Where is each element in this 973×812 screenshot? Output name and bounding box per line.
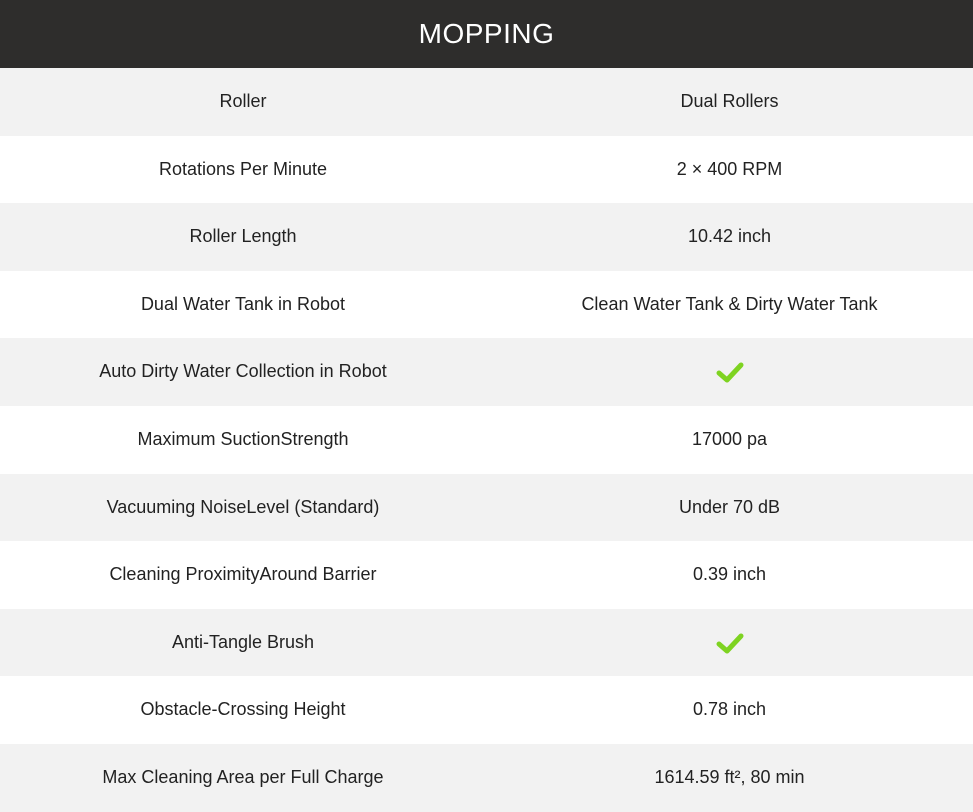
- spec-label: Cleaning ProximityAround Barrier: [109, 564, 377, 585]
- table-row: [0, 541, 973, 609]
- table-header: [0, 0, 973, 68]
- spec-label: Roller Length: [189, 226, 297, 247]
- spec-value: [486, 361, 973, 383]
- table-row: [0, 68, 973, 136]
- spec-value: 10.42 inch: [687, 226, 772, 247]
- spec-label: Rotations Per Minute: [158, 158, 328, 179]
- spec-label: Max Cleaning Area per Full Charge: [102, 766, 384, 787]
- spec-label: Vacuuming NoiseLevel (Standard): [106, 496, 380, 517]
- spec-label: Auto Dirty Water Collection in Robot: [99, 361, 387, 382]
- spec-value: 0.78 inch: [692, 699, 767, 720]
- spec-value: Dual Rollers: [680, 91, 779, 111]
- table-row: [0, 136, 973, 204]
- table-row: [0, 271, 973, 339]
- spec-label: Obstacle-Crossing Height: [140, 699, 346, 720]
- table-row: [0, 203, 973, 271]
- table-row: [0, 406, 973, 474]
- spec-label: Dual Water Tank in Robot: [140, 293, 346, 314]
- spec-value: 0.39 inch: [692, 564, 767, 585]
- checkmark-icon: [716, 632, 744, 654]
- checkmark-icon: [716, 361, 744, 383]
- spec-value: 17000 pa: [691, 428, 768, 449]
- spec-value: Clean Water Tank & Dirty Water Tank: [581, 293, 878, 314]
- spec-rows: [0, 68, 973, 812]
- spec-label: Maximum SuctionStrength: [137, 428, 349, 449]
- spec-value: 1614.59 ft², 80 min: [654, 766, 805, 787]
- spec-value: Under 70 dB: [678, 496, 781, 517]
- table-row: [0, 744, 973, 812]
- spec-label: Anti-Tangle Brush: [171, 631, 315, 652]
- table-row: [0, 338, 973, 406]
- spec-value: 2 × 400 RPM: [676, 158, 783, 179]
- table-row: [0, 609, 973, 677]
- section-title: MOPPING: [418, 18, 555, 49]
- spec-label: Roller: [219, 91, 267, 111]
- table-row: [0, 474, 973, 542]
- spec-value: [486, 631, 973, 653]
- table-row: [0, 676, 973, 744]
